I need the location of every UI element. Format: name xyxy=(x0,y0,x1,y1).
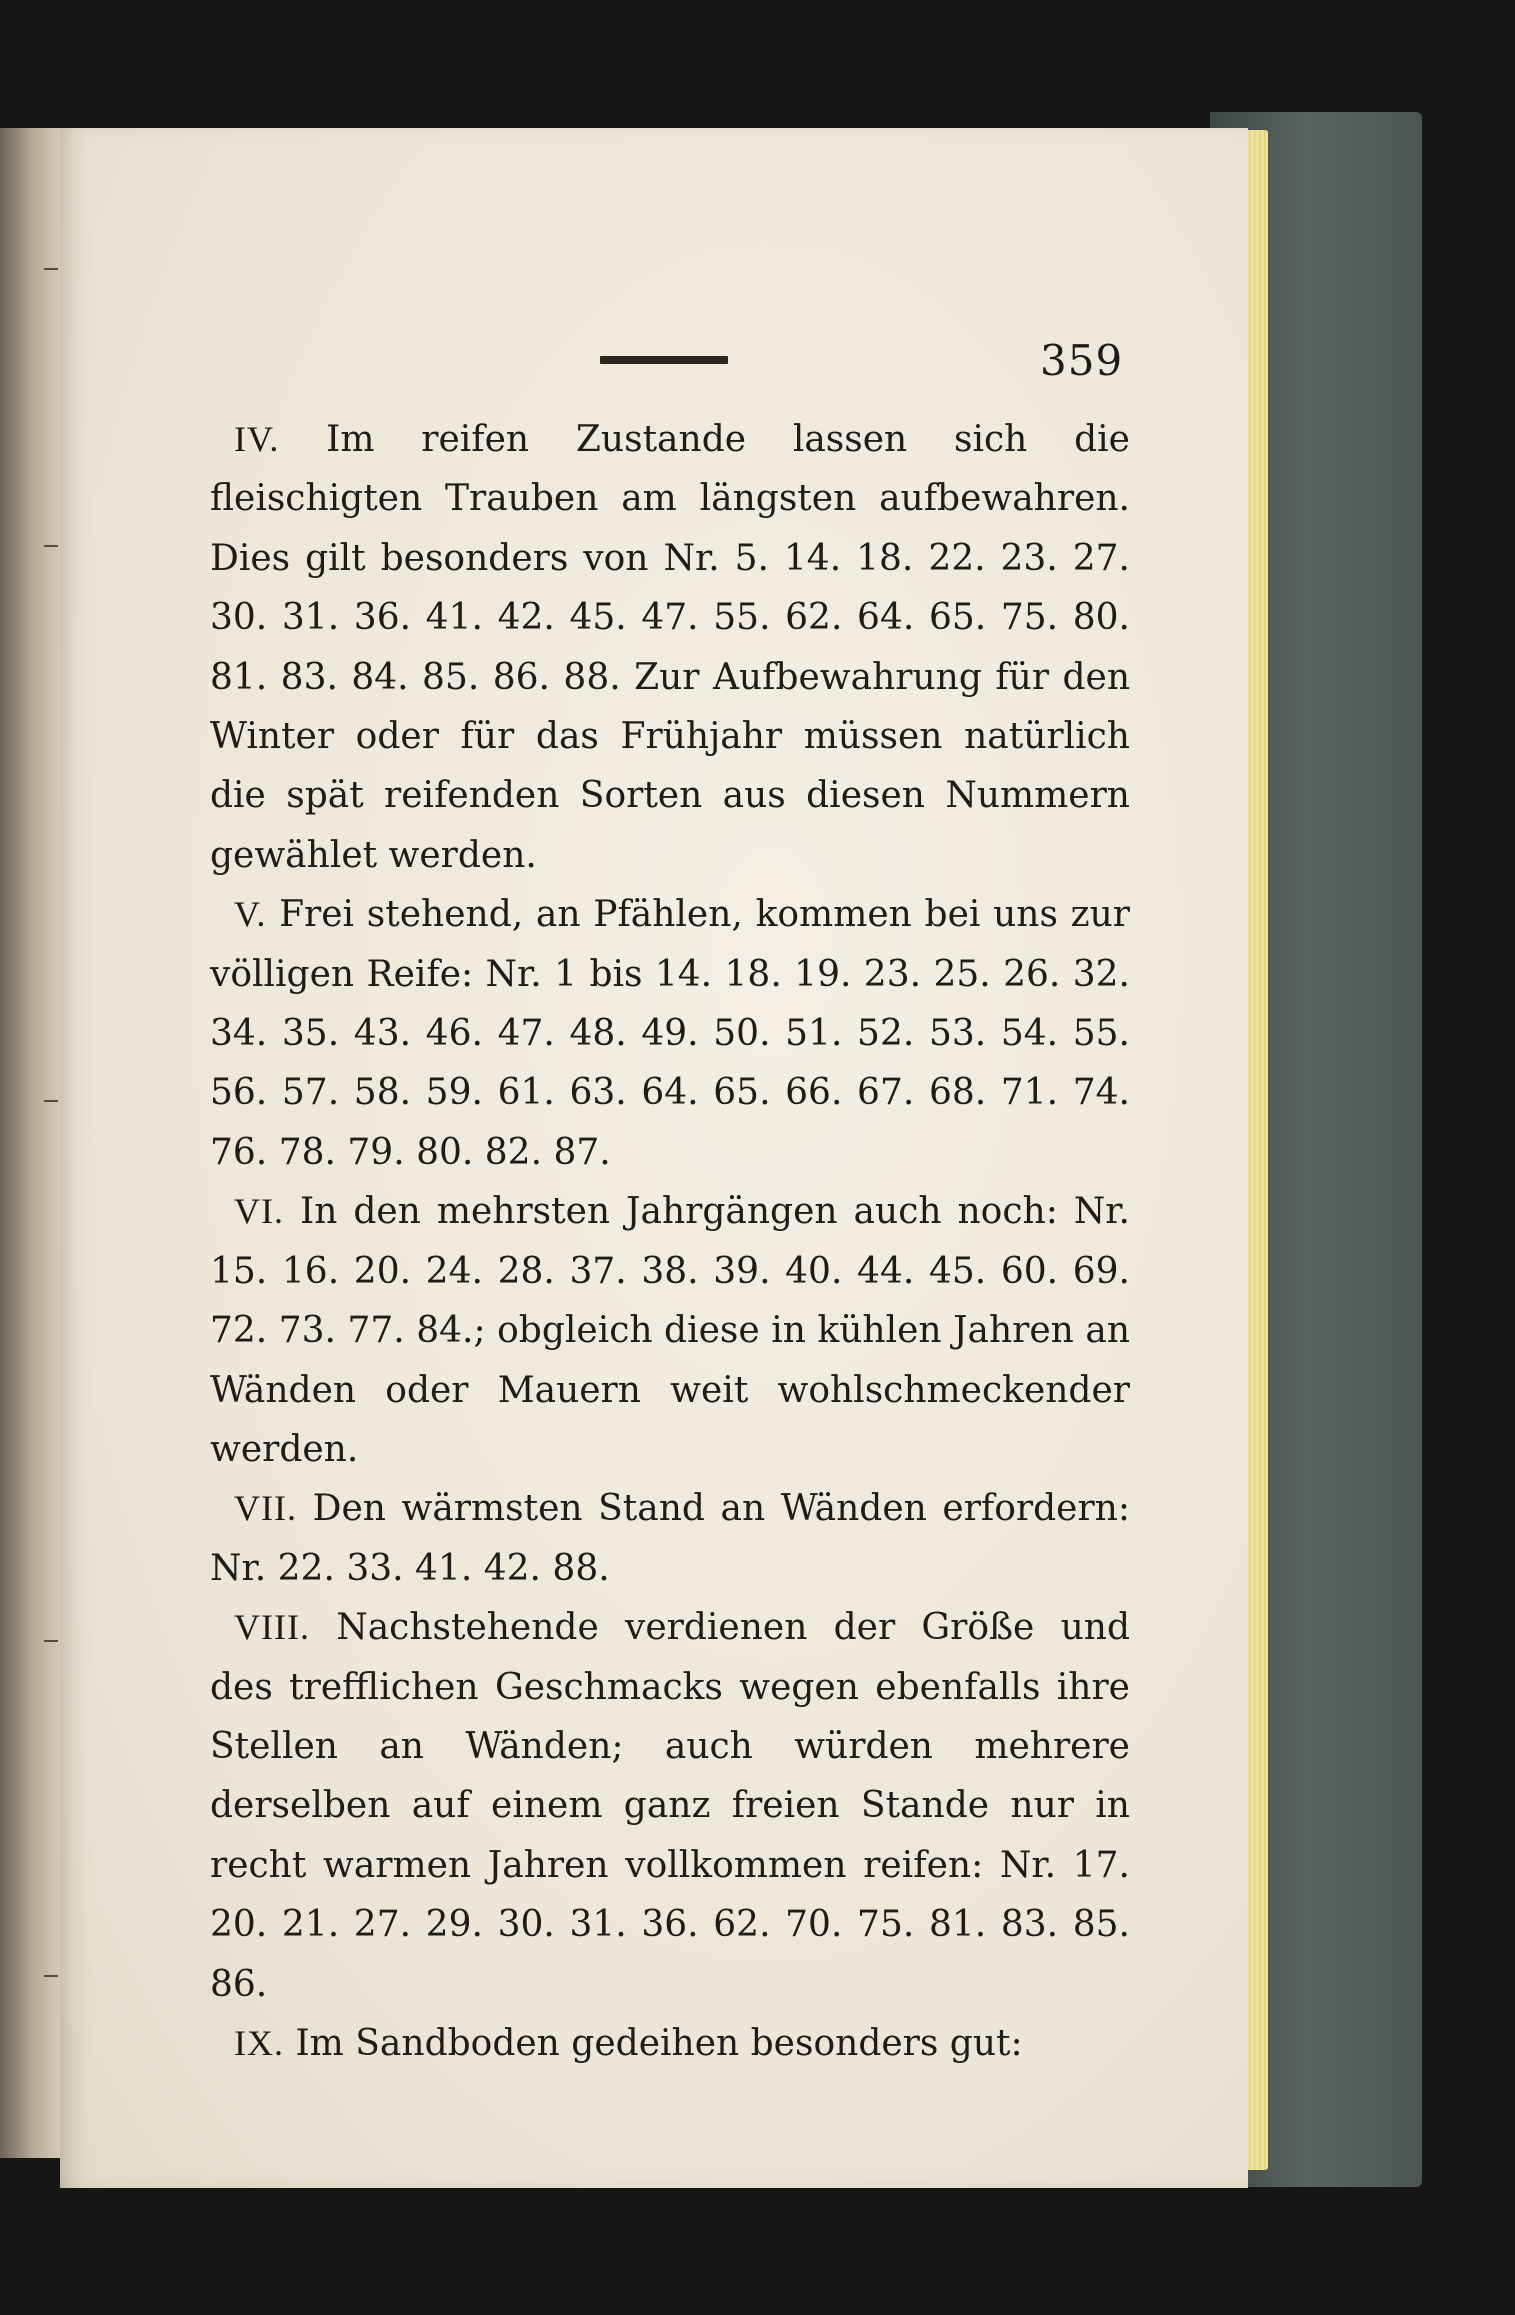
paragraph-numeral: VIII. xyxy=(234,1607,310,1648)
paragraph-viii xyxy=(210,1598,1130,2014)
binding-mark xyxy=(44,268,58,270)
paragraph-numeral: V. xyxy=(234,894,267,935)
book-page xyxy=(60,128,1248,2188)
paragraph-v xyxy=(210,885,1130,1182)
paragraph-numeral: VI. xyxy=(234,1191,284,1232)
binding-mark xyxy=(44,1100,58,1102)
page-number: 359 xyxy=(1040,336,1124,385)
paragraph-ix xyxy=(210,2014,1130,2073)
binding-mark xyxy=(44,1640,58,1642)
page-text xyxy=(210,410,1130,2073)
paragraph-text: Im Sandboden gedeihen besonders gut: xyxy=(295,2022,1023,2064)
paragraph-numeral: IV. xyxy=(234,419,280,459)
paragraph-iv xyxy=(210,410,1130,885)
binding-mark xyxy=(44,1975,58,1977)
paragraph-text: Im reifen Zustande lassen sich die fleischigten Trauben am längsten aufbewahren. Dies gilt besonders von Nr. 5. 14. 18. 22. 23. 27. 30. 31. 36. 41. 42. 45. 47. 55. 62. 64. 65. 75. 80. 81. 83. 84. 85. 86. 88. Zur Aufbewahrung für den Winter oder für das Frühjahr müssen natürlich die spät reifenden Sorten aus diesen Nummern gewählet werden. xyxy=(210,419,1130,876)
paragraph-text: Frei stehend, an Pfählen, kommen bei uns zur völligen Reife: Nr. 1 bis 14. 18. 19. 23. 25. 26. 32. 34. 35. 43. 46. 47. 48. 49. 50. 51. 52. 53. 54. 55. 56. 57. 58. 59. 61. 63. 64. 65. 66. 67. 68. 71. 74. 76. 78. 79. 80. 82. 87. xyxy=(210,894,1130,1173)
header-rule xyxy=(600,356,728,364)
paragraph-text: In den mehrsten Jahrgängen auch noch: Nr. 15. 16. 20. 24. 28. 37. 38. 39. 40. 44. 45. 60. 69. 72. 73. 77. 84.; obgleich diese in kühlen Jahren an Wänden oder Mauern weit wohlschmeckender werden. xyxy=(210,1191,1130,1470)
paragraph-numeral: IX. xyxy=(234,2022,284,2063)
paragraph-text: Nachstehende verdienen der Größe und des trefflichen Geschmacks wegen ebenfalls ihre Stellen an Wänden; auch würden mehrere derselben auf einem ganz freien Stande nur in recht warmen Jahren vollkommen reifen: Nr. 17. 20. 21. 27. 29. 30. 31. 36. 62. 70. 75. 81. 83. 85. 86. xyxy=(210,1607,1130,2005)
binding-mark xyxy=(44,545,58,547)
paragraph-vii xyxy=(210,1479,1130,1598)
paragraph-text: Den wärmsten Stand an Wänden erfordern: Nr. 22. 33. 41. 42. 88. xyxy=(210,1488,1131,1589)
paragraph-numeral: VII. xyxy=(234,1488,297,1529)
opposite-page-edge xyxy=(0,128,64,2158)
paragraph-vi xyxy=(210,1182,1130,1479)
